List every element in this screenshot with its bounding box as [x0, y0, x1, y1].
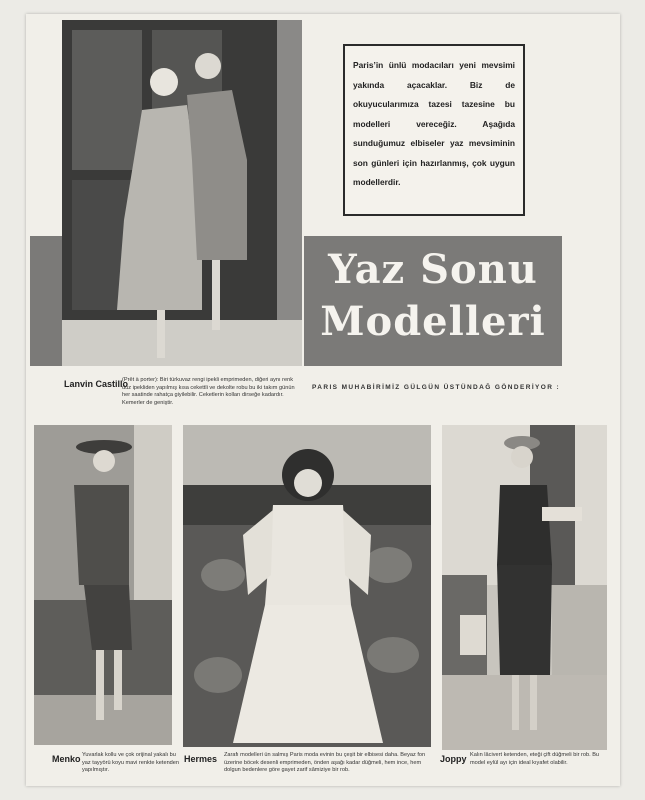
menko-label: Menko [52, 754, 81, 764]
lanvin-castillo-photo [62, 20, 302, 366]
title-left-band [30, 236, 62, 366]
title-line-1: Yaz Sonu [328, 246, 538, 293]
intro-box [343, 44, 525, 216]
intro-text: Paris’in ünlü modacıları yeni mevsimi yakında açacaklar. Biz de okuyucularımıza tazesi tazesine bu modelleri vereceğiz. Aşağıda sunduğumuz elbiseler yaz mevsiminin son günleri için hazırlanmış, çok uygun modellerdir. [353, 60, 515, 187]
joppy-photo [442, 425, 607, 750]
byline: PARIS MUHABİRİMİZ GÜLGÜN ÜSTÜNDAĞ GÖNDERİYOR : [312, 384, 561, 391]
lanvin-label: Lanvin Castillo [64, 379, 129, 389]
title-line-2: Modelleri [320, 298, 546, 345]
hermes-photo [183, 425, 431, 747]
title-block [304, 236, 562, 366]
joppy-label: Joppy [440, 754, 467, 764]
hermes-caption: Zarafı modelleri ün salmış Paris moda evinin bu çeşit bir elbisesi daha. Beyaz fon üzerine böcek desenli emprimeden, önden aşağı kadar düğmeli, hem ince, hem dolgun bedenlere göre gayet zarif sâmiziye bir rob. [224, 752, 426, 774]
menko-caption: Yuvarlak kollu ve çok orijinal yakalı bu yaz tayyörü koyu mavi renkte ketenden yapılmıştır. [82, 752, 180, 774]
hermes-label: Hermes [184, 754, 218, 764]
menko-photo [34, 425, 172, 745]
joppy-caption: Kalın lâcivert ketenden, eteği çift düğmeli bir rob. Bu model eylül ayı için ideal kıyafet olabilir. [470, 752, 600, 766]
lanvin-caption: (Prêt à porter): Biri türkuvaz rengi ipekli emprimeden, diğeri aynı renk düz ipekliden yapılmış kısa cekettli ve dekolte robu bu iki takım günün her saatinde rahatça giyilebilir. Ceketlerin kolları dirseğe kadardır. Kemerler de geniştir. [122, 377, 295, 406]
